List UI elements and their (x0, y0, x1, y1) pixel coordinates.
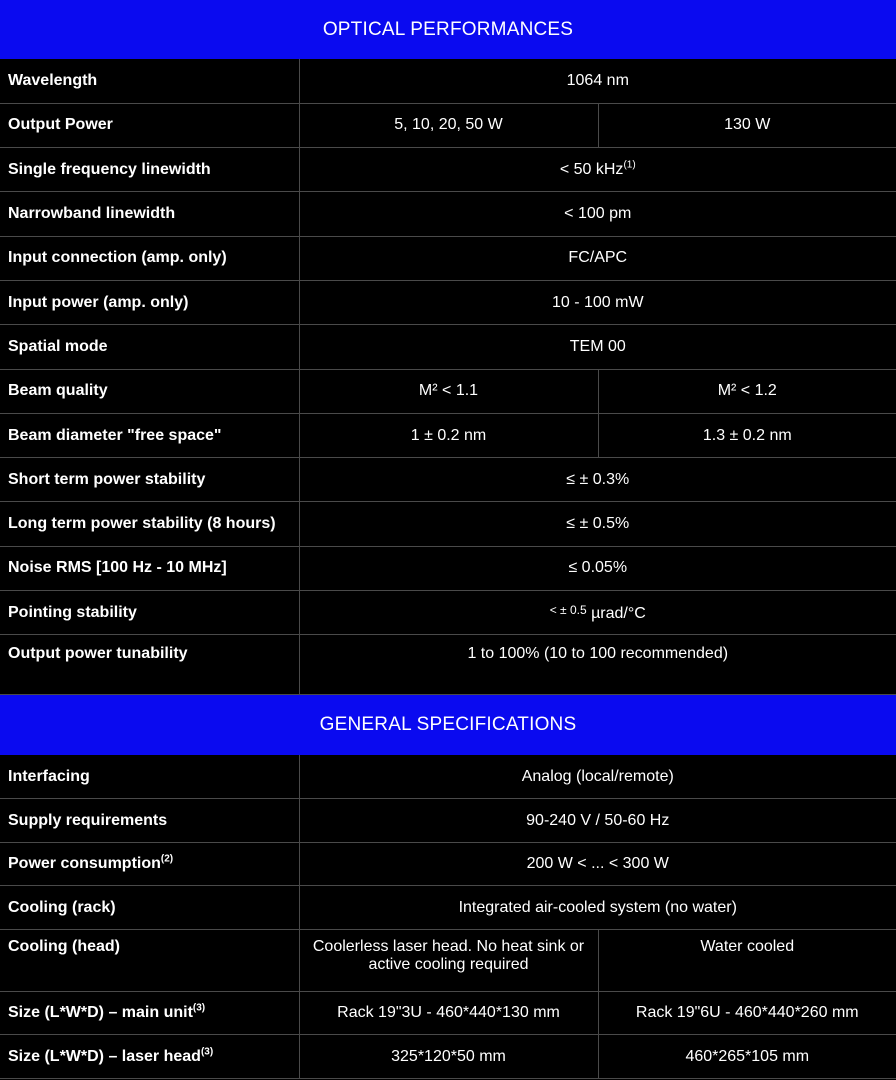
row-value-b: 130 W (598, 103, 896, 147)
row-value: 200 W < ... < 300 W (299, 842, 896, 886)
row-value-a: 1 ± 0.2 nm (299, 413, 598, 457)
row-value: 90-240 V / 50-60 Hz (299, 799, 896, 843)
table-row (0, 591, 896, 635)
table-row (0, 546, 896, 590)
general-specifications-header (0, 695, 896, 755)
row-value: Integrated air-cooled system (no water) (299, 886, 896, 930)
row-value-prefix: < ± 0.5 (549, 602, 587, 617)
table-row (0, 148, 896, 192)
table-row (0, 635, 896, 695)
row-value: ≤ 0.05% (299, 546, 896, 590)
row-label: Size (L*W*D) – laser head (8, 1047, 201, 1065)
row-value-b: Water cooled (598, 929, 896, 991)
row-value-a: Rack 19"3U - 460*440*130 mm (299, 991, 598, 1035)
row-label: Size (L*W*D) – main unit (8, 1004, 193, 1022)
row-value: TEM 00 (299, 325, 896, 369)
table-row (0, 413, 896, 457)
row-value-cell (299, 148, 896, 192)
table-row (0, 59, 896, 103)
table-row (0, 280, 896, 324)
row-label: Output Power (0, 103, 299, 147)
footnote-marker: (3) (192, 1002, 206, 1014)
table-row (0, 842, 896, 886)
row-label: Pointing stability (0, 591, 299, 635)
row-value: < 100 pm (299, 192, 896, 236)
row-label: Beam diameter "free space" (0, 413, 299, 457)
row-label-cell (0, 1035, 299, 1079)
row-label: Interfacing (0, 755, 299, 799)
row-label: Short term power stability (0, 458, 299, 502)
table-row (0, 929, 896, 991)
row-label: Output power tunability (0, 635, 299, 695)
row-value: ≤ ± 0.5% (299, 502, 896, 546)
row-label: Input connection (amp. only) (0, 236, 299, 280)
row-value-a: Coolerless laser head. No heat sink or active cooling required (299, 929, 598, 991)
table-row (0, 755, 896, 799)
row-label: Single frequency linewidth (0, 148, 299, 192)
row-value: 1 to 100% (10 to 100 recommended) (299, 635, 896, 695)
row-value-a: 325*120*50 mm (299, 1035, 598, 1079)
row-label: Supply requirements (0, 799, 299, 843)
footnote-marker: (1) (623, 159, 636, 171)
table-row (0, 991, 896, 1035)
table-row (0, 458, 896, 502)
table-row (0, 502, 896, 546)
row-value-a: M² < 1.1 (299, 369, 598, 413)
table-row (0, 799, 896, 843)
row-value: 1064 nm (299, 59, 896, 103)
optical-performances-table (0, 59, 896, 695)
row-value: ≤ ± 0.3% (299, 458, 896, 502)
table-row (0, 1035, 896, 1079)
table-row (0, 369, 896, 413)
row-value: FC/APC (299, 236, 896, 280)
row-value-cell (299, 591, 896, 635)
row-value-b: M² < 1.2 (598, 369, 896, 413)
table-row (0, 236, 896, 280)
row-label: Noise RMS [100 Hz - 10 MHz] (0, 546, 299, 590)
row-label: Beam quality (0, 369, 299, 413)
row-label: Wavelength (0, 59, 299, 103)
table-row (0, 886, 896, 930)
table-row (0, 192, 896, 236)
footnote-marker: (2) (160, 853, 174, 865)
row-value: 10 - 100 mW (299, 280, 896, 324)
row-label: Power consumption (8, 855, 161, 873)
general-specifications-table (0, 755, 896, 1079)
table-row (0, 103, 896, 147)
section-title: GENERAL SPECIFICATIONS (319, 714, 577, 736)
row-label: Spatial mode (0, 325, 299, 369)
row-value: < 50 kHz (559, 160, 624, 178)
row-value-b: 460*265*105 mm (598, 1035, 896, 1079)
row-label: Cooling (rack) (0, 886, 299, 930)
row-value-suffix: µrad/°C (586, 604, 646, 622)
row-value-b: Rack 19"6U - 460*440*260 mm (598, 991, 896, 1035)
row-label: Input power (amp. only) (0, 280, 299, 324)
footnote-marker: (3) (200, 1046, 214, 1058)
row-label: Cooling (head) (0, 929, 299, 991)
optical-performances-header (0, 0, 896, 59)
row-value: Analog (local/remote) (299, 755, 896, 799)
section-title: OPTICAL PERFORMANCES (322, 18, 574, 40)
row-label-cell (0, 842, 299, 886)
row-value-b: 1.3 ± 0.2 nm (598, 413, 896, 457)
row-label-cell (0, 991, 299, 1035)
row-label: Long term power stability (8 hours) (0, 502, 299, 546)
row-value-a: 5, 10, 20, 50 W (299, 103, 598, 147)
table-row (0, 325, 896, 369)
row-label: Narrowband linewidth (0, 192, 299, 236)
